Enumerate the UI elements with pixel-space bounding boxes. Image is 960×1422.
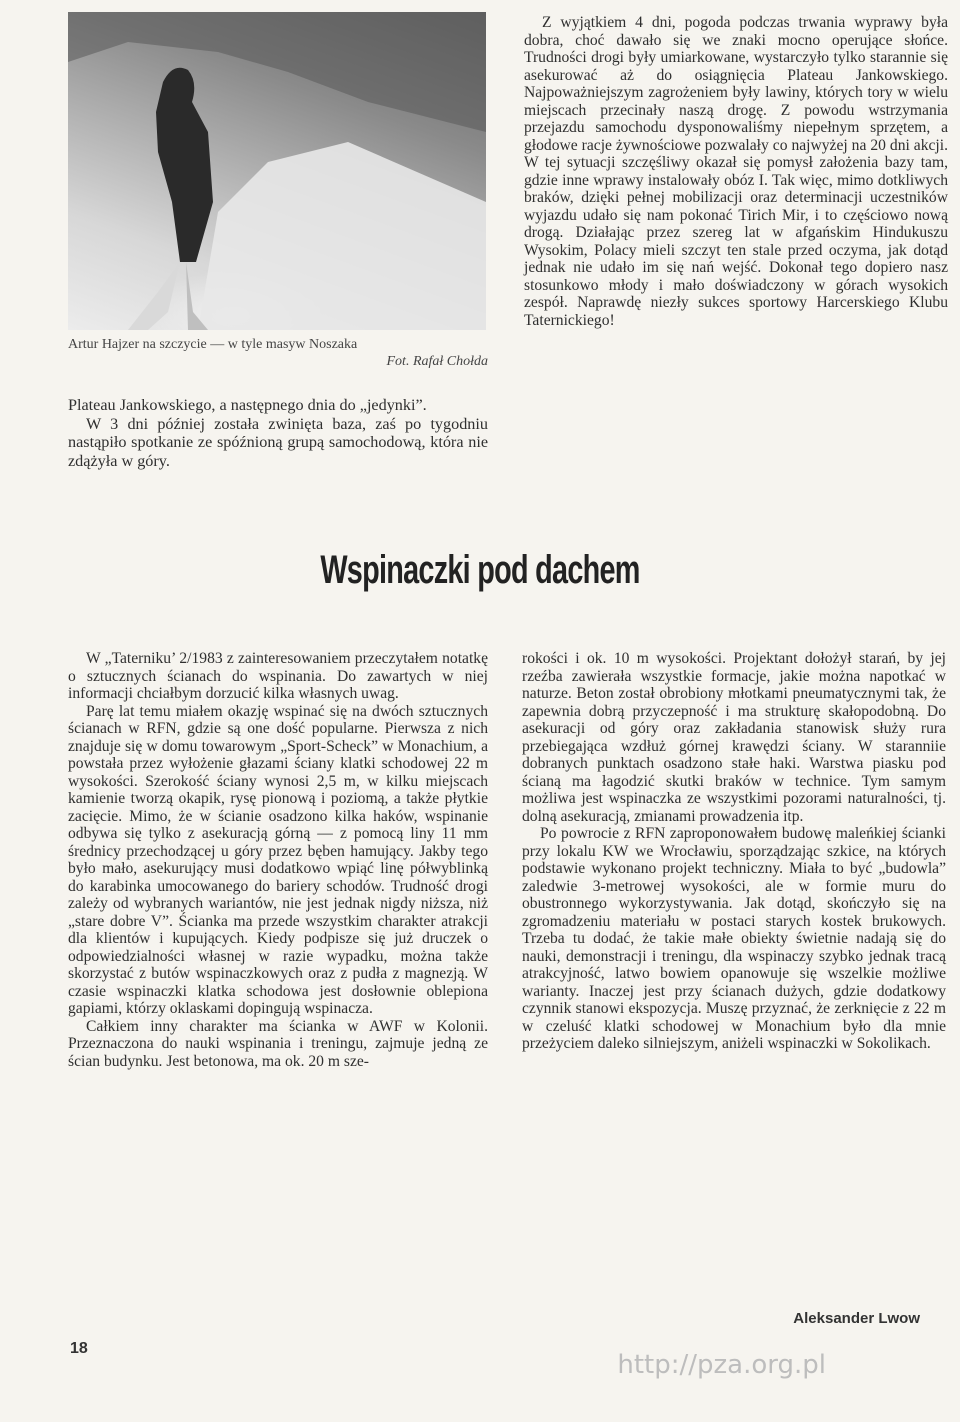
left-top-column (68, 396, 488, 470)
article-author: Aleksander Lwow (793, 1310, 920, 1327)
caption-text: Artur Hajzer na szczycie — w tyle masyw Noszaka (68, 337, 358, 352)
photo-credit: Fot. Rafał Chołda (386, 354, 488, 369)
paragraph: Plateau Jankowskiego, a następnego dnia do „jedynki”. (68, 396, 427, 414)
page-number: 18 (70, 1340, 88, 1357)
article-left-column (68, 650, 488, 1070)
article-title: Wspinaczki pod dachem (320, 548, 640, 592)
right-top-column (524, 14, 948, 329)
paragraph: Całkiem inny charakter ma ścianka w AWF w Kolonii. Przeznaczona do nauki wspinania i treningu, zajmuje jedną ze ścian budynku. Jest betonowa, ma ok. 20 m sze- (68, 1017, 488, 1070)
summit-photo (68, 12, 486, 330)
photo-caption (68, 336, 488, 370)
paragraph: rokości i ok. 10 m wysokości. Projektant dołożył starań, by jej rzeźba zawierała wszystkie formacje, jakie można napotkać w naturze. Beton został obrobiony młotkami pneumatycznymi tak, że zapewnia dobrą przyczepność i ma strukturę skałopodobną. Do asekuracji od góry oraz zakładania stanowisk służy rura przebiegająca wzdłuż górnej krawędzi ściany. W staranniie dobranych punktach osadzono stałe haki. Warstwa piasku pod ścianą ma łagodzić skutki braków w technice. Tym samym możliwa jest wspinaczka ze wszystkimi pozorami naturalności, tj. dolną asekuracją, zmianami prowadzenia itp. (522, 650, 946, 825)
paragraph: W „Taterniku’ 2/1983 z zainteresowaniem przeczytałem notatkę o sztucznych ścianach do wspinania. Do zawartych w niej informacji chciałbym dorzucić kilka własnych uwag. (68, 650, 488, 702)
paragraph: Z wyjątkiem 4 dni, pogoda podczas trwania wyprawy była dobra, choć dawało się we znaki mocno operujące słońce. Trudności drogi były umiarkowane, wystarczyło tylko starannie się asekurować aż do osiągnięcia Plateau Jankowskiego. Najpoważniejszym zagrożeniem były lawiny, których tory w wielu miejscach przecinały naszą drogę. Z powodu wstrzymania przejazdu samochodu dysponowaliśmy niepełnym sprzętem, a głodowe racje żywnościowe pozwalały co najwyżej na 20 dni akcji. W tej sytuacji szczęśliwy okazał się pomysł założenia bazy tam, gdzie inne wprawy instalowały obóz I. Tak więc, mimo dotkliwych braków, dzięki pełnej mobilizacji oraz determinacji uczestników wyjazdu udało się nam pokonać Tirich Mir, i to częściowo nową drogą. Działając przez szereg lat w afgańskim Hindukuszu Wysokim, Polacy mieli szczyt ten stale przed oczyma, jak dotąd jednak nie udało im się nań wejść. Dokonał tego dopiero nasz stosunkowo młody i mało doświadczony w górach wysokich zespół. Naprawdę niezły sukces sportowy Harcerskiego Klubu Taternickiego! (524, 14, 948, 329)
paragraph: Parę lat temu miałem okazję wspinać się na dwóch sztucznych ścianach w RFN, gdzie są one dość popularne. Pierwsza z nich znajduje się w domu towarowym „Sport-Scheck” w Monachium, a powstała przez wyłożenie głazami ściany klatki schodowej 22 m wysokości. Szerokość ściany wynosi 2,5 m, w kilku miejscach kamienie tworzą okapik, rysę pionową i poziomą, a także płytkie zacięcie. Mimo, że w ścianie osadzono kilka haków, wspinanie odbywa się tylko z asekuracją górną — z pomocą liny 11 mm średnicy przechodzącej u góry przez bęben hamujący. Jakby tego było mało, asekurujący musi dodatkowo wpiąć linę półwyblinką do karabinka umocowanego do bariery schodów. Trudność drogi zależy od wybranych wariantów, nie jest jednak nigdy niższa, niż „stare dobre V”. Ścianka ma przede wszystkim charakter atrakcji dla klientów i kupujących. Kiedy podpisze się już druczek o odpowiedzialności własnej w razie wypadku, można także skorzystać z butów wspinaczkowych oraz z pudła z magnezją. W czasie wspinaczki klatka schodowa jest dosłownie oblepiona gapiami, którzy oklaskami dopingują wspinacza. (68, 702, 488, 1017)
paragraph: Po powrocie z RFN zaproponowałem budowę maleńkiej ścianki przy lokalu KW we Wrocławiu, sporządzając szkice, na których podstawie wykonano projekt techniczny. Miała to być „budowla” zaledwie 3-metrowej wysokości, ale w formie muru do obustronnego wykorzystywania. Jak dotąd, skończyło się na zgromadzeniu materiału w postaci starych kostek brukowych. Trzeba tu dodać, że takie małe obiekty świetnie nadają się do nauki, demonstracji i treningu, dla wspinaczy szybko jednak tracą atrakcyjność, latwo bowiem opanowuje się wszelkie możliwe warianty. Inaczej jest przy ścianach dużych, gdzie dodatkowy czynnik stanowi ekspozycja. Muszę przyznać, że zerknięcie z 22 m w czeluść klatki schodowej w Monachium było dla mnie przeżyciem daleko silniejszym, aniżeli wspinaczki w Sokolikach. (522, 825, 946, 1052)
article-right-column (522, 650, 946, 1053)
source-url-watermark: http://pza.org.pl (617, 1350, 826, 1380)
climber-illustration (68, 12, 486, 330)
paragraph: W 3 dni później została zwinięta baza, zaś po tygodniu nastąpiło spotkanie ze spóźnioną grupą samochodową, która nie zdążyła w góry. (68, 414, 488, 470)
